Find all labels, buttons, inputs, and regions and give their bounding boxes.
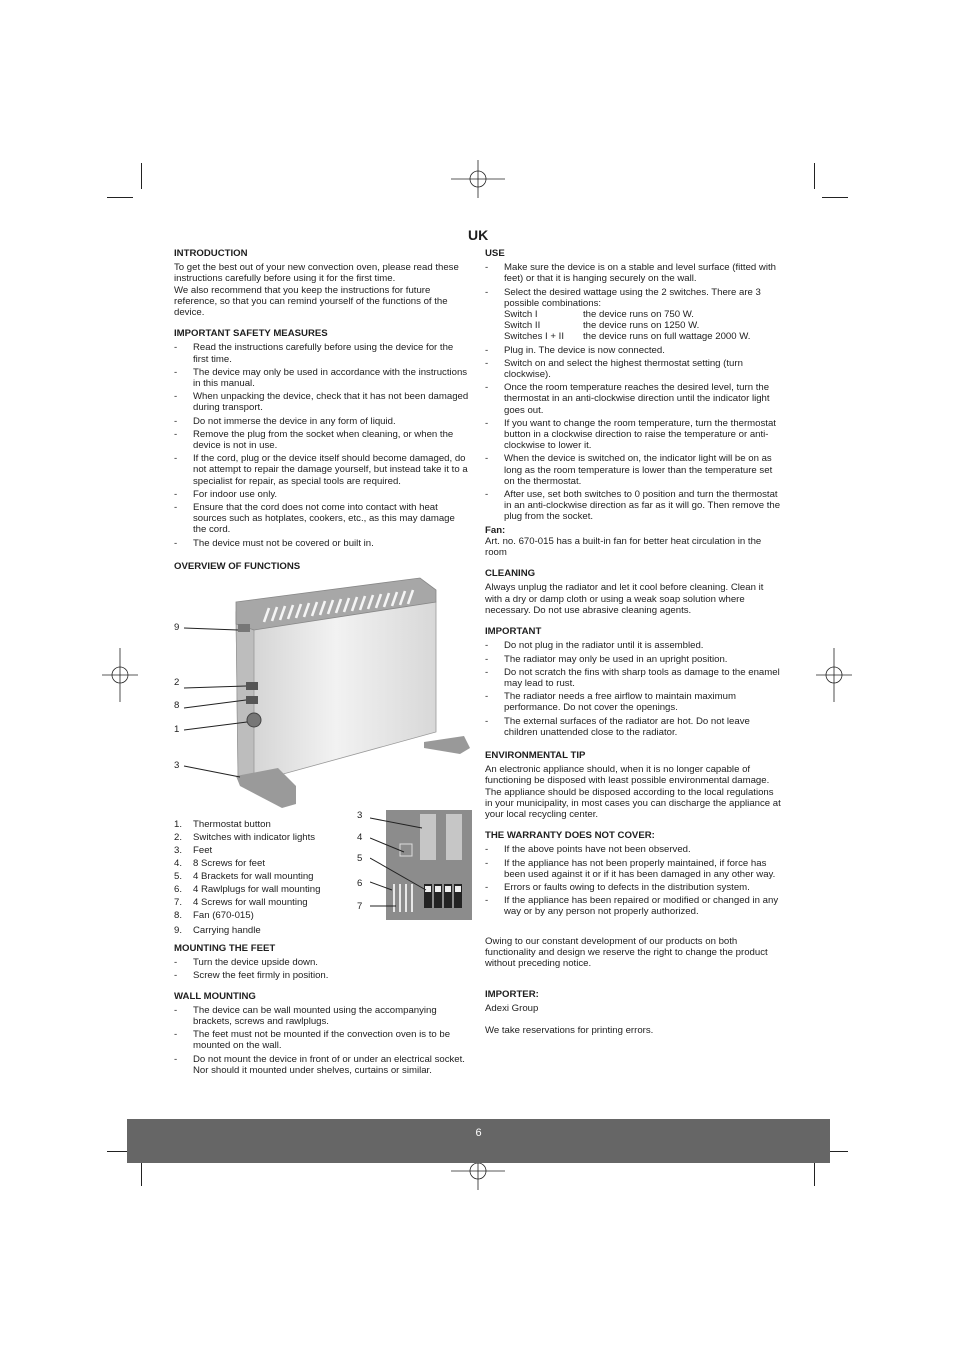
switch-name: Switch II	[504, 320, 541, 332]
list-item: - Do not scratch the fins with sharp tools as damage to the enamel may lead to rust.	[485, 667, 783, 689]
item-number: 3.	[174, 845, 183, 856]
warranty-heading: THE WARRANTY DOES NOT COVER:	[485, 830, 655, 842]
left-column	[174, 248, 470, 575]
list-item: - The radiator may only be used in an upright position.	[485, 654, 783, 665]
callout-label: 2	[174, 677, 180, 688]
item-text: Select the desired wattage using the 2 switches. There are 3 possible combinations:	[504, 286, 761, 309]
item-text: 8 Screws for feet	[193, 858, 265, 869]
list-item: - If the appliance has not been properly maintained, if force has been used against it or if it has been damaged in any other way.	[485, 858, 783, 880]
callout-label: 3	[357, 810, 363, 821]
importer-heading: IMPORTER:	[485, 989, 539, 1001]
env-text: An electronic appliance should, when it is no longer capable of functioning be disposed with least possible environmental damage. The appliance should be disposed according to the local regulations in your municipality, in most cases you can discharge the appliance at your local recycling center.	[485, 764, 781, 820]
reservation-text: We take reservations for printing errors.	[485, 1024, 654, 1036]
safety-heading: IMPORTANT SAFETY MEASURES	[174, 328, 328, 340]
env-heading: ENVIRONMENTAL TIP	[485, 749, 586, 761]
heater-illustration	[174, 572, 474, 812]
list-item: - Do not immerse the device in any form of liquid.	[174, 416, 470, 427]
item-text: 4 Rawlplugs for wall mounting	[193, 884, 321, 895]
left-lower-block	[174, 943, 470, 1078]
list-item: - If the appliance has been repaired or modified or changed in any way or by any person not properly authorized.	[485, 895, 783, 917]
item-text: Thermostat button	[193, 819, 271, 830]
callout-label: 5	[357, 853, 363, 864]
safety-list	[174, 342, 470, 548]
list-item: - Errors or faults owing to defects in the distribution system.	[485, 882, 783, 893]
list-item	[174, 871, 360, 882]
list-item: - If you want to change the room temperature, turn the thermostat button in a clockwise direction to raise the temperature or anti-clockwise to lower it.	[485, 418, 783, 452]
page-number: 6	[475, 1127, 482, 1139]
list-item	[174, 897, 360, 908]
list-item: - The external surfaces of the radiator are hot. Do not leave children unattended close to the radiator.	[485, 716, 783, 738]
list-item	[174, 858, 360, 869]
fan-heading: Fan:	[485, 524, 506, 536]
list-item: - Remove the plug from the socket when cleaning, or when the device is not in use.	[174, 429, 470, 451]
intro-heading: INTRODUCTION	[174, 248, 248, 259]
list-item: - The radiator needs a free airflow to maintain maximum performance. Do not cover the openings.	[485, 691, 783, 713]
item-number: 9.	[174, 925, 183, 937]
use-list	[485, 262, 783, 522]
item-number: 7.	[174, 897, 183, 908]
list-item	[174, 819, 360, 830]
language-code: UK	[468, 227, 489, 243]
list-item	[174, 884, 360, 895]
list-item: - If the above points have not been observed.	[485, 844, 783, 855]
notice-text: Owing to our constant development of our products on both functionality and design we reserve the right to change the product without preceding notice.	[485, 935, 768, 969]
list-item: - The device must not be covered or built in.	[174, 538, 470, 549]
list-item: - Switch on and select the highest thermostat setting (turn clockwise).	[485, 358, 783, 380]
list-item: - Plug in. The device is now connected.	[485, 345, 783, 356]
list-item: - Do not mount the device in front of or under an electrical socket. Nor should it mounted under shelves, curtains or similar.	[174, 1054, 470, 1076]
list-item	[174, 925, 360, 936]
list-item	[174, 910, 360, 921]
switch-desc: the device runs on 1250 W.	[583, 320, 700, 332]
callout-label: 9	[174, 622, 180, 633]
list-item: - After use, set both switches to 0 position and turn the thermostat in an anti-clockwise direction as far as it will go. Then remove the plug from the socket.	[485, 489, 783, 523]
switch-name: Switch I	[504, 309, 538, 321]
list-item	[174, 832, 363, 843]
callout-label: 3	[174, 760, 180, 771]
callout-label: 8	[174, 700, 180, 711]
fan-text: Art. no. 670-015 has a built-in fan for better heat circulation in the room	[485, 535, 762, 559]
list-item: - Do not plug in the radiator until it is assembled.	[485, 640, 783, 651]
wall-list	[174, 1005, 470, 1076]
list-item: - When unpacking the device, check that it has not been damaged during transport.	[174, 391, 470, 413]
list-item: - When the device is switched on, the indicator light will be on as long as the room temperature is lower than the temperature set on the thermostat.	[485, 453, 783, 487]
item-text: 4 Screws for wall mounting	[193, 897, 308, 908]
callout-label: 1	[174, 724, 180, 735]
feet-heading: MOUNTING THE FEET	[174, 943, 276, 954]
switch-row	[504, 331, 783, 342]
callout-label: 4	[357, 832, 363, 843]
list-item: - Turn the device upside down.	[174, 957, 470, 968]
list-item: - Ensure that the cord does not come into contact with heat sources such as hotplates, cookers, etc., as this may damage the cord.	[174, 502, 470, 536]
switch-row	[504, 320, 783, 331]
item-number: 2.	[174, 832, 183, 843]
list-item: - Once the room temperature reaches the desired level, turn the thermostat in an anti-clockwise direction until the indicator light goes out.	[485, 382, 783, 416]
right-column	[485, 248, 783, 1036]
importer-name: Adexi Group	[485, 1003, 539, 1015]
item-number: 4.	[174, 858, 183, 869]
parts-list-block	[174, 819, 363, 938]
cleaning-text: Always unplug the radiator and let it cool before cleaning. Clean it with a dry or damp cloth or using a weak soap solution where necessary. Do not use abrasive cleaning agents.	[485, 582, 764, 616]
item-number: 6.	[174, 884, 183, 895]
switch-row	[504, 309, 783, 320]
list-item: - If the cord, plug or the device itself should become damaged, do not attempt to repair the damage yourself, but instead take it to a specialist for repair, as special tools are required.	[174, 453, 470, 487]
overview-heading: OVERVIEW OF FUNCTIONS	[174, 560, 301, 572]
parts-list	[174, 819, 363, 937]
use-heading: USE	[485, 248, 505, 259]
footer-bar	[127, 1119, 830, 1163]
list-item	[174, 845, 360, 856]
item-number: 1.	[174, 819, 183, 830]
list-item: - Make sure the device is on a stable and level surface (fitted with feet) or that it is hanging securely on the wall.	[485, 262, 783, 284]
intro-text-1: To get the best out of your new convection oven, please read these instructions carefully before using it for the first time.	[174, 262, 459, 285]
wall-heading: WALL MOUNTING	[174, 990, 256, 1002]
list-item: - Read the instructions carefully before using the device for the first time.	[174, 342, 470, 364]
important-heading: IMPORTANT	[485, 626, 542, 638]
list-item: - The device may only be used in accordance with the instructions in this manual.	[174, 367, 470, 389]
item-number: 8.	[174, 910, 183, 921]
item-text: Switches with indicator lights	[193, 832, 316, 843]
item-text: 4 Brackets for wall mounting	[193, 871, 314, 882]
list-item	[485, 287, 783, 343]
list-item: - The feet must not be mounted if the convection oven is to be mounted on the wall.	[174, 1029, 470, 1051]
callout-label: 7	[357, 901, 363, 912]
item-number: 5.	[174, 871, 183, 882]
intro-text-2: We also recommend that you keep the instructions for future reference, so that you can remind yourself of the functions of the device.	[174, 284, 448, 319]
parts-photo	[370, 808, 472, 922]
important-list	[485, 640, 783, 738]
list-item: - For indoor use only.	[174, 489, 470, 500]
switch-desc: the device runs on full wattage 2000 W.	[583, 331, 751, 343]
item-text: Feet	[193, 845, 213, 856]
item-text: Fan (670-015)	[193, 910, 254, 921]
switch-name: Switches I + II	[504, 331, 564, 343]
list-item: - The device can be wall mounted using the accompanying brackets, screws and rawlplugs.	[174, 1005, 470, 1027]
warranty-list	[485, 844, 783, 917]
callout-label: 6	[357, 878, 363, 889]
feet-list	[174, 957, 470, 981]
switch-desc: the device runs on 750 W.	[583, 309, 694, 321]
cleaning-heading: CLEANING	[485, 568, 536, 580]
item-text: Carrying handle	[193, 925, 261, 937]
list-item: - Screw the feet firmly in position.	[174, 970, 470, 981]
